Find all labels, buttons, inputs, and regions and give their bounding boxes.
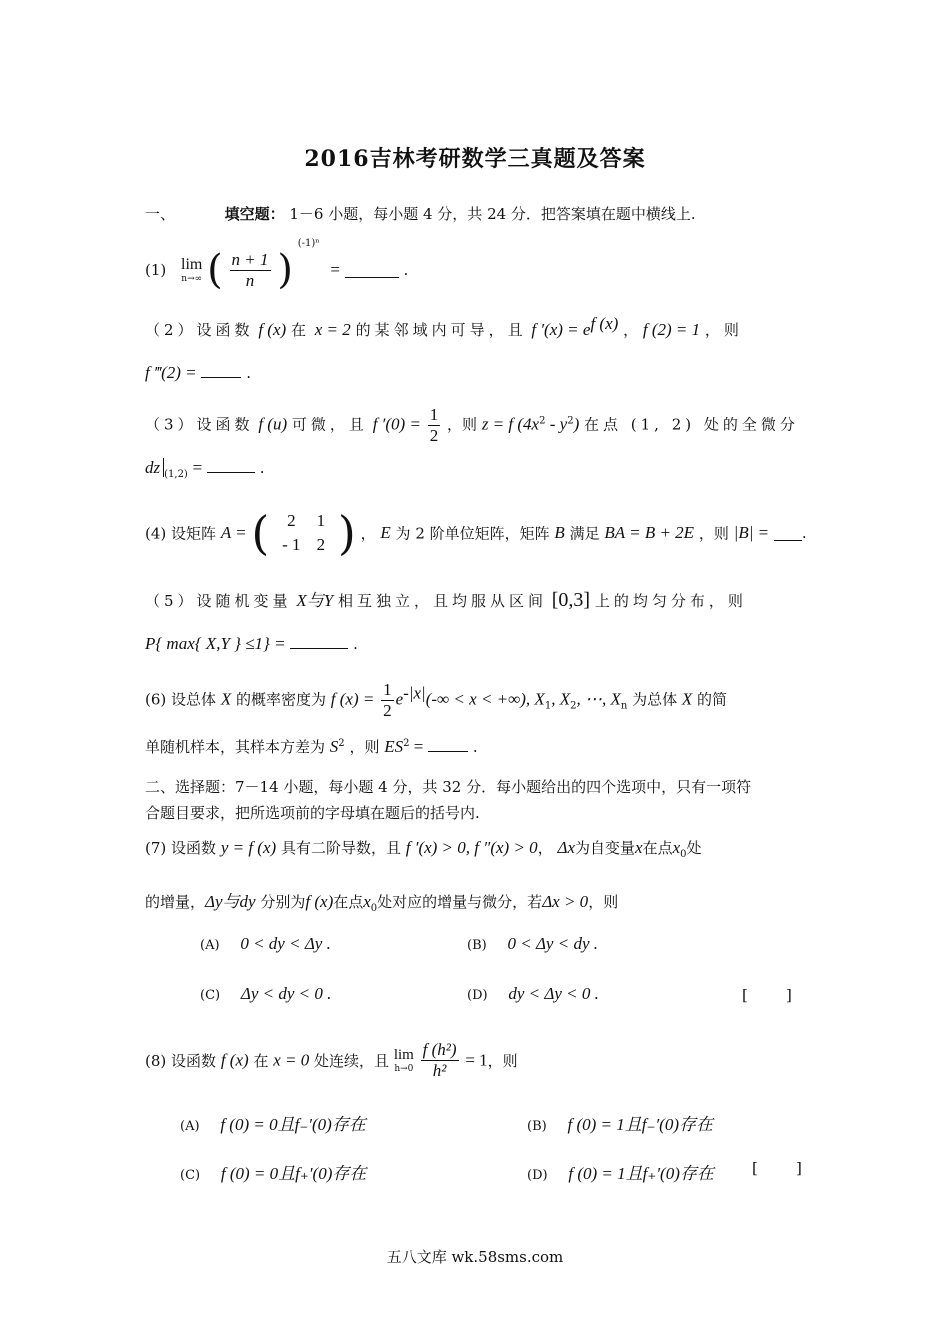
q4-matrix [274,509,333,557]
q7-line2-c: 在点 [333,893,364,911]
q1-denominator: n [245,270,255,290]
q2-text-a: （2）设函数 [145,321,254,339]
question-3-line2 [145,458,265,480]
q1-fraction [230,250,271,291]
q2-comma: ， [623,321,639,339]
q7-text-b: 具有二阶导数，且 [280,839,401,857]
q7-option-b-text: 0 < Δy < dy . [507,934,598,953]
q6-e: e [395,689,404,709]
q7-answer-bracket[interactable]: [ ] [742,986,792,1004]
q6-half-num: 1 [383,680,392,699]
q3-fp0: f ′(0) = [372,414,421,434]
q7-dx: Δx [557,838,576,857]
q8-equals: = 1 [465,1050,488,1070]
q6-line2-b: ，则 [349,738,380,756]
q8-answer-bracket[interactable]: [ ] [752,1159,802,1177]
q4-detB: |B| = [733,523,770,542]
q7-text-c: ， [537,839,553,857]
q7-line2-a: 的增量， [145,893,206,911]
q6-equals: = [409,737,424,756]
q8-option-d-text: f (0) = 1且f₊′(0)存在 [568,1164,714,1183]
q3-dz-sub: (1,2) [164,469,188,480]
q8-text-c: 处连续，且 [314,1052,390,1070]
section1-number: 一、 [145,205,176,223]
q4-text-a: (4) 设矩阵 [145,524,217,543]
q7-option-b[interactable] [467,934,598,954]
q3-z2: - y [545,414,568,434]
q7-option-c[interactable] [200,984,331,1004]
question-3-line1: （3）设函数 f (u) 可微，且 f ′(0) = $\frac{1}{2}$ ，则 z = f $(4x^2 - y^2)$ 在点 (1, 2) 处的全微分 [145,405,799,445]
q6-dots: , ⋯, X [576,689,621,709]
q7-line2-d: 处对应的增量与微分，若 [377,893,543,911]
q8-option-a-text: f (0) = 0且f₋′(0)存在 [220,1115,366,1134]
section2-text-1: 二、选择题：7－14 小题，每小题 4 分，共 32 分．每小题给出的四个选项中，只有一项符 [145,778,752,796]
q6-answer-blank [428,737,468,752]
q8-fraction [421,1040,459,1081]
q6-X2: X [681,689,693,709]
q7-dy: Δy与dy [205,892,256,911]
q4-text-d: 满足 [569,524,600,543]
q8-denominator: h² [432,1061,447,1080]
q6-text-c: 为总体 [632,690,678,709]
q7-x: x [635,838,643,857]
question-4 [145,506,807,560]
q6-f: f (x) = [330,689,375,709]
q1-lim-sub: n→∞ [181,274,203,284]
q7-x0: x [672,838,681,857]
q5-text-a: （5）设随机变量 [145,592,292,610]
q2-derivative-exp: f (x) [590,314,619,333]
q3-end: . [259,459,265,477]
q8-option-a-label: (A) [180,1119,200,1134]
q2-derivative: f ′(x) = e [531,320,591,339]
q7-option-a-text: 0 < dy < Δy . [240,934,331,953]
q8-option-c[interactable] [180,1159,366,1184]
q2-text-c: 的某邻域内可导，且 [355,321,527,339]
section2-line2 [145,802,480,823]
q5-probability: P{ max{ X,Y } ≤1} = [145,634,286,653]
q3-text-b: 可微，且 [291,415,368,434]
q8-lim: lim [393,1047,414,1063]
section1-instruction: 1－6 小题，每小题 4 分，共 24 分．把答案填在题中横线上. [289,205,696,223]
q6-half [381,680,394,721]
q4-m22: 2 [316,535,326,554]
q7-option-c-label: (C) [200,988,221,1003]
q1-numerator: n + 1 [231,249,269,269]
q4-text-c: 为 2 阶单位矩阵，矩阵 [395,524,550,543]
question-1 [145,238,408,293]
q4-m12: 1 [316,511,326,530]
section2-line1 [145,776,751,797]
q2-text-d: ，则 [704,321,743,339]
section2-text-2: 合题目要求，把所选项前的字母填在题后的括号内. [145,804,480,822]
q3-half [428,405,441,446]
q7-condition: f ′(x) > 0, f ″(x) > 0 [405,838,538,857]
q2-text-b: 在 [290,321,310,339]
q3-equals: = [192,458,203,477]
q8-text-a: (8) 设函数 [145,1052,217,1070]
q3-answer-blank [207,458,255,473]
q2-answer-blank [201,363,241,378]
q7-option-c-text: Δy < dy < 0 . [240,984,332,1003]
q2-fx: f (x) [258,320,287,339]
q8-option-d[interactable] [527,1159,714,1184]
q4-left-paren: ( [251,506,270,560]
q7-text-e: 在点 [642,839,673,857]
q1-label: (1) [145,261,167,279]
q7-text-a: (7) 设函数 [145,839,217,857]
q3-dz: dz [145,458,164,477]
q4-right-paren: ) [337,506,356,560]
q5-xy: X与Y [296,591,334,610]
question-5-line2 [145,634,358,654]
q7-option-a-label: (A) [200,938,220,953]
q8-numerator: f (h²) [422,1040,457,1059]
page-title: 2016吉林考研数学三真题及答案 [304,146,646,172]
q4-E: E [380,523,391,542]
page-footer: 五八文库 wk.58sms.com [386,1248,564,1266]
q6-X: X [220,689,232,709]
q3-text-c: ，则 [447,415,478,434]
q6-rest: , X [551,689,571,709]
question-5-line1 [145,586,747,612]
q4-A: A = [220,523,247,542]
section1-label: 填空题： [224,205,285,223]
question-7-line2: 的增量，Δy与dy 分别为f (x)在点$x_0$处对应的增量与微分，若Δx > 0，则 [145,892,619,914]
q7-option-d[interactable] [467,984,599,1004]
q4-end: . [801,524,807,542]
q4-m11: 2 [287,511,296,530]
q7-text-f: 处 [686,839,702,857]
q8-option-b[interactable] [527,1110,713,1135]
q1-right-paren: ) [277,247,293,293]
q2-f2: f (2) = 1 [642,320,701,339]
q4-B: B [554,523,565,542]
q3-z3: ) [573,414,580,434]
q4-text-e: ，则 [698,524,729,543]
q6-text-d: 的简 [697,690,728,709]
question-8 [145,1040,518,1081]
q1-lim: lim [181,256,203,273]
q7-condition2: Δx > 0 [542,892,589,911]
q6-half-den: 2 [383,701,392,720]
q1-left-paren: ( [207,247,223,293]
q6-ES2: ES [384,737,404,756]
question-7-line1: (7) 设函数 y = f (x) 具有二阶导数，且 f ′(x) > 0, f ″(x) > 0， Δx为自变量x在点$x_0$处 [145,838,702,860]
q6-e-exp: -|x| [403,683,426,703]
q4-text-b: ， [360,524,376,543]
q7-text-d: 为自变量 [575,839,636,857]
q5-text-b: 相互独立，且均服从区间 [337,592,547,610]
q6-end: . [472,738,478,756]
q8-text-b: 在 [253,1052,269,1070]
q3-fu: f (u) [258,414,288,434]
q3-half-den: 2 [429,426,439,445]
q8-lim-sub: h→0 [394,1064,414,1074]
q1-exponent: (-1)ⁿ [297,238,320,249]
q2-xeq: x = 2 [314,320,351,339]
q8-fx: f (x) [220,1050,249,1070]
q6-S2: S [329,737,339,756]
question-2-line1 [145,314,805,340]
q6-line2-a: 单随机样本，其样本方差为 [145,738,326,756]
q1-end: . [403,261,409,279]
q6-range: (-∞ < x < +∞), X [425,689,545,709]
q8-option-a[interactable] [180,1110,366,1135]
q8-option-c-label: (C) [180,1168,201,1183]
q7-y: y = f (x) [220,838,277,857]
q8-option-c-text: f (0) = 0且f₊′(0)存在 [220,1164,367,1183]
q3-text-d: 在点 (1, 2) 处的全微分 [584,415,799,434]
q3-z: z = f (4x [481,414,540,434]
q7-option-a[interactable] [200,934,331,954]
q2-end: . [246,364,251,382]
q8-x0: x = 0 [273,1050,310,1070]
section1-header [145,203,696,224]
question-2-line2 [145,363,251,383]
q7-line2-e: ，则 [588,893,619,911]
q5-text-c: 上的均匀分布，则 [594,592,747,610]
q4-equation: BA = B + 2E [604,523,695,542]
q8-option-b-label: (B) [527,1119,547,1134]
q7-option-b-label: (B) [467,938,487,953]
q4-m21: - 1 [282,535,301,554]
q6-text-b: 的概率密度为 [235,690,326,709]
q7-option-d-label: (D) [467,988,488,1003]
q5-interval: [0,3] [551,589,591,611]
q1-answer-blank [345,263,399,278]
q8-option-d-label: (D) [527,1168,548,1183]
q3-text-a: （3）设函数 [145,415,254,434]
question-6-line1: (6) 设总体 X 的概率密度为 f (x) = $\frac{1}{2}$ $e^{-|x|}(-\infty < x$ < +∞), $X_1$, $X_2$, ⋯, $X_n$ 为总体 X 的简 [145,680,728,720]
q7-x0-b: x [363,892,371,911]
q8-text-d: ，则 [487,1052,518,1070]
question-6-line2: 单随机样本，其样本方差为 $S^2$ ，则 $ES^2$ = . [145,737,478,756]
q8-option-b-text: f (0) = 1且f₋′(0)存在 [567,1115,713,1134]
q3-half-num: 1 [429,405,439,424]
q7-fx: f (x) [305,892,334,911]
q4-answer-blank [774,526,802,541]
q5-end: . [353,635,358,653]
q5-answer-blank [290,634,348,649]
q7-line2-b: 分别为 [260,893,306,911]
q1-equals: = [330,260,340,279]
q7-option-d-text: dy < Δy < 0 . [508,984,599,1003]
q6-text-a: (6) 设总体 [145,690,217,709]
q2-third-derivative: f ‴(2) = [145,363,197,382]
